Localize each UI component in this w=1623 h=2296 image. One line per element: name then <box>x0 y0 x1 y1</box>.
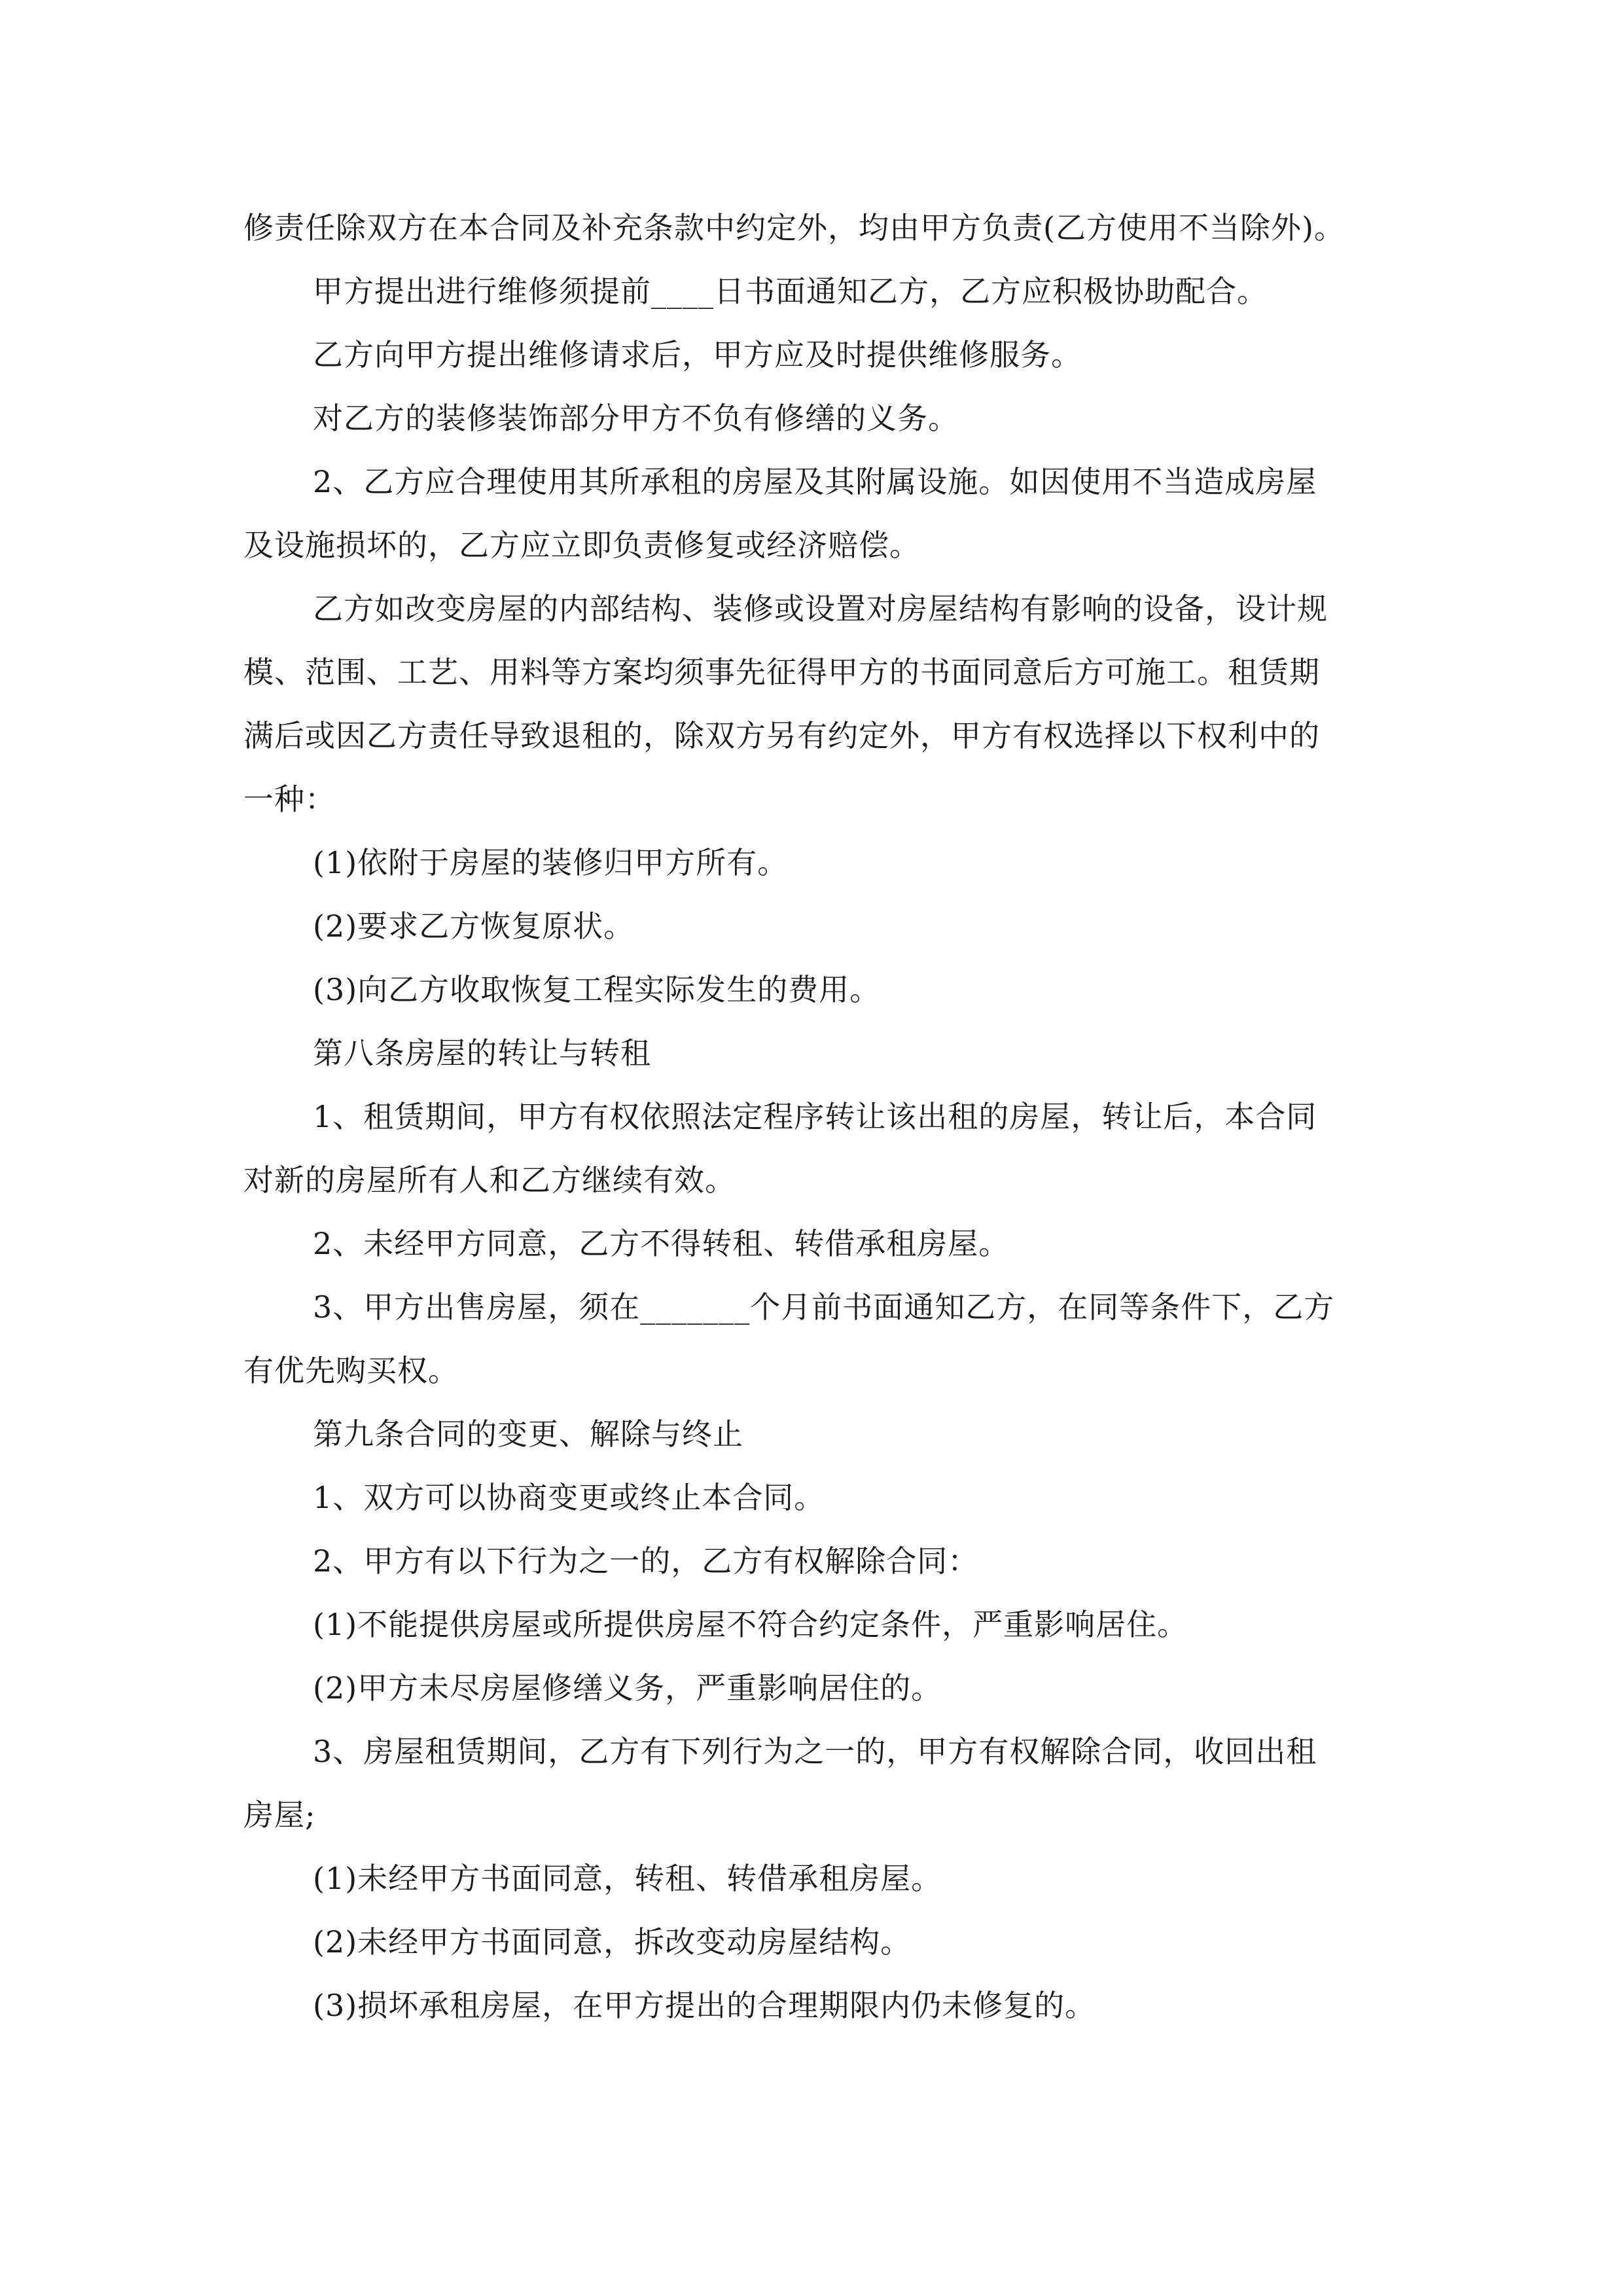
section-heading: 第九条合同的变更、解除与终止 <box>313 1416 743 1452</box>
text-line: (2)甲方未尽房屋修缮义务，严重影响居住的。 <box>313 1670 942 1706</box>
text-line: 一种： <box>243 781 336 817</box>
text-line: 房屋; <box>243 1797 316 1833</box>
text-line: 模、范围、工艺、用料等方案均须事先征得甲方的书面同意后方可施工。租赁期 <box>243 655 1320 690</box>
text-line: 2、甲方有以下行为之一的，乙方有权解除合同： <box>313 1543 979 1579</box>
text-line: (2)要求乙方恢复原状。 <box>313 908 635 944</box>
section-heading: 第八条房屋的转让与转租 <box>313 1035 651 1071</box>
text-line: 2、未经甲方同意，乙方不得转租、转借承租房屋。 <box>313 1226 1010 1261</box>
text-line: 1、双方可以协商变更或终止本合同。 <box>313 1480 825 1515</box>
text-line: 有优先购买权。 <box>243 1353 459 1388</box>
text-line: (2)未经甲方书面同意，拆改变动房屋结构。 <box>313 1924 912 1960</box>
text-line: 1、租赁期间，甲方有权依照法定程序转让该出租的房屋，转让后，本合同 <box>313 1099 1317 1134</box>
text-line: 3、房屋租赁期间，乙方有下列行为之一的，甲方有权解除合同，收回出租 <box>313 1734 1317 1769</box>
text-line: (1)依附于房屋的装修归甲方所有。 <box>313 845 789 880</box>
text-line: 及设施损坏的，乙方应立即负责修复或经济赔偿。 <box>243 528 920 563</box>
text-line: 满后或因乙方责任导致退租的，除双方另有约定外，甲方有权选择以下权利中的 <box>243 718 1320 753</box>
text-line: 对新的房屋所有人和乙方继续有效。 <box>243 1162 736 1198</box>
text-line: 甲方提出进行维修须提前____日书面通知乙方，乙方应积极协助配合。 <box>313 274 1268 309</box>
document-body <box>243 196 1380 2037</box>
text-line: (1)不能提供房屋或所提供房屋不符合约定条件，严重影响居住。 <box>313 1607 1188 1642</box>
text-line: 修责任除双方在本合同及补充条款中约定外，均由甲方负责(乙方使用不当除外)。 <box>243 210 1345 245</box>
text-line: 对乙方的装修装饰部分甲方不负有修缮的义务。 <box>313 401 959 436</box>
text-line: 2、乙方应合理使用其所承租的房屋及其附属设施。如因使用不当造成房屋 <box>313 464 1317 499</box>
text-line: 乙方向甲方提出维修请求后，甲方应及时提供维修服务。 <box>313 337 1082 372</box>
text-line: (3)向乙方收取恢复工程实际发生的费用。 <box>313 972 881 1007</box>
text-line: (1)未经甲方书面同意，转租、转借承租房屋。 <box>313 1861 942 1896</box>
text-line: 3、甲方出售房屋，须在_______个月前书面通知乙方，在同等条件下，乙方 <box>313 1289 1335 1325</box>
text-line: 乙方如改变房屋的内部结构、装修或设置对房屋结构有影响的设备，设计规 <box>313 591 1328 626</box>
text-line: (3)损坏承租房屋，在甲方提出的合理期限内仍未修复的。 <box>313 1988 1096 2023</box>
